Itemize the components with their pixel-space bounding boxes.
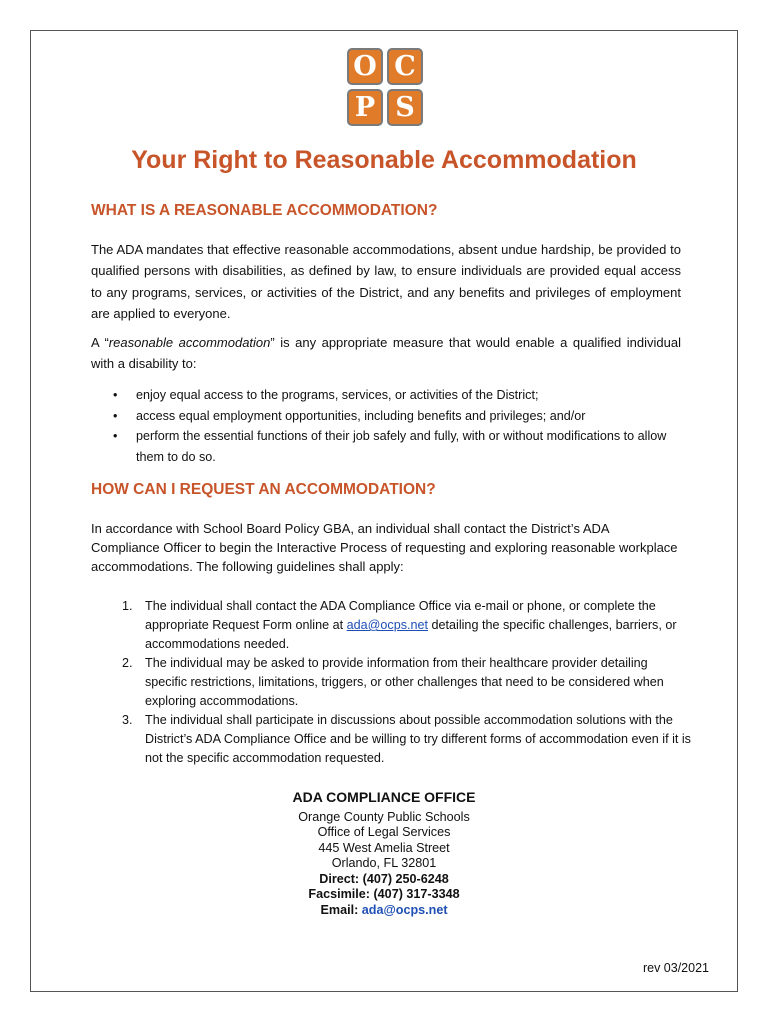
logo-tile-o: O xyxy=(347,48,383,85)
section-heading-what: WHAT IS A REASONABLE ACCOMMODATION? xyxy=(91,202,438,219)
logo-tile-c: C xyxy=(387,48,423,85)
definition-prefix: A “ xyxy=(91,335,109,350)
ocps-logo xyxy=(344,45,426,129)
office-email-link[interactable]: ada@ocps.net xyxy=(361,902,448,917)
office-line: Orange County Public Schools xyxy=(298,809,470,824)
definition-term: reasonable accommodation xyxy=(108,335,271,350)
list-item xyxy=(91,597,691,654)
fax-number: Facsimile: (407) 317-3348 xyxy=(308,887,460,901)
ada-mandate-paragraph: The ADA mandates that effective reasonable accommodations, absent undue hardship, be provided to qualified persons with disabilities, as defined by law, to ensure individuals are provided equal access to any programs, services, or activities of the District, and any benefits and privileges of employment are applied to everyone. xyxy=(91,242,681,321)
email-link[interactable]: ada@ocps.net xyxy=(346,618,429,632)
office-line: 445 West Amelia Street xyxy=(318,840,450,855)
section-heading-how: HOW CAN I REQUEST AN ACCOMMODATION? xyxy=(91,481,436,498)
step-text: detailing the specific challenges, barriers, or accommodations needed. xyxy=(145,618,677,651)
step-number: 3. xyxy=(122,713,133,727)
email-line xyxy=(30,903,738,919)
list-item xyxy=(91,654,691,711)
list-item: • perform the essential functions of their job safely and fully, with or without modifications to allow them to do so. xyxy=(91,426,691,467)
office-line: Orlando, FL 32801 xyxy=(331,856,437,870)
email-label: Email: xyxy=(320,902,362,917)
logo-tile-s: S xyxy=(387,89,423,126)
contact-block xyxy=(30,790,738,918)
office-title: ADA COMPLIANCE OFFICE xyxy=(292,789,476,805)
step-number: 1. xyxy=(122,599,133,613)
list-item xyxy=(91,711,691,768)
accommodation-purpose-list xyxy=(91,385,691,467)
list-item: • enjoy equal access to the programs, services, or activities of the District; xyxy=(91,385,691,406)
step-text: The individual shall contact the ADA Compliance Office via e-mail or phone, or complete the appropriate Request Form online at xyxy=(145,599,656,632)
page-title: Your Right to Reasonable Accommodation xyxy=(131,146,637,174)
policy-intro-paragraph: In accordance with School Board Policy GBA, an individual shall contact the District’s ADA Compliance Officer to begin the Interactive Process of requesting and exploring reasonable workplace accommodations. The following guidelines shall apply: xyxy=(91,521,678,574)
logo-tile-p: P xyxy=(347,89,383,126)
request-steps-list xyxy=(91,597,691,768)
list-item: • access equal employment opportunities, including benefits and privileges; and/or xyxy=(91,406,691,427)
definition-suffix: ” is any appropriate measure that would enable a qualified individual with a disability to: xyxy=(91,335,681,372)
step-text: The individual shall participate in discussions about possible accommodation solutions with the District’s ADA Compliance Office and be willing to try different forms of accommodation even if it is not the specific accommodation requested. xyxy=(145,713,691,765)
office-line: Office of Legal Services xyxy=(317,825,451,839)
direct-phone: Direct: (407) 250-6248 xyxy=(319,871,449,886)
step-text: The individual may be asked to provide information from their healthcare provider detailing specific restrictions, limitations, triggers, or other challenges that need to be considered when exploring accommodations. xyxy=(145,656,664,708)
revision-date: rev 03/2021 xyxy=(642,961,709,975)
step-number: 2. xyxy=(122,656,133,670)
definition-paragraph xyxy=(91,332,681,375)
